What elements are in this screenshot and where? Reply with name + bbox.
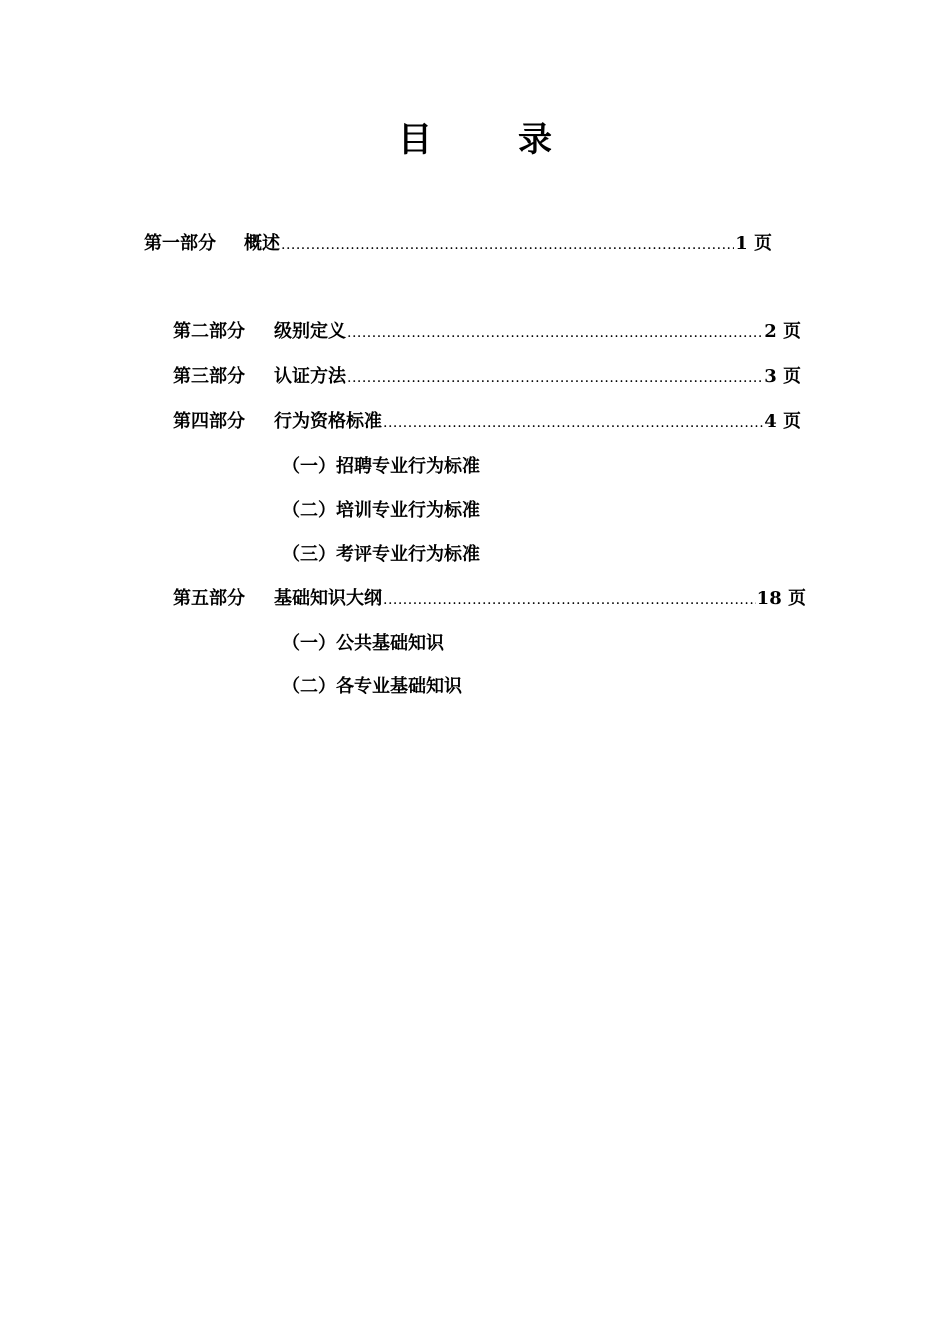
toc-part-label: 第二部分: [173, 321, 245, 342]
toc-entry-part-4[interactable]: [173, 409, 801, 435]
toc-section-name: 级别定义: [274, 321, 346, 342]
toc-part-label: 第三部分: [173, 366, 245, 387]
toc-title-char-1: 目: [398, 120, 432, 160]
toc-leader-dots: [383, 587, 756, 613]
toc-part-label: 第五部分: [173, 588, 245, 609]
toc-title-char-2: 录: [518, 120, 552, 160]
toc-section-name: 概述: [244, 233, 280, 254]
toc-entry-part-2[interactable]: [173, 319, 801, 345]
toc-subentry[interactable]: （一）公共基础知识: [282, 633, 444, 654]
toc-page-number: 3 页: [764, 366, 801, 387]
toc-subentry[interactable]: （二）各专业基础知识: [282, 676, 462, 697]
toc-page-number: 2 页: [764, 321, 801, 342]
toc-leader-dots: [281, 232, 734, 258]
toc-subentry[interactable]: （二）培训专业行为标准: [282, 500, 480, 521]
toc-part-label: 第一部分: [144, 233, 216, 254]
toc-leader-dots: [347, 365, 763, 391]
toc-section-name: 行为资格标准: [274, 411, 382, 432]
toc-page-number: 18 页: [756, 588, 806, 609]
toc-section-name: 认证方法: [274, 366, 346, 387]
toc-page-number: 1 页: [735, 233, 772, 254]
toc-leader-dots: [347, 320, 763, 346]
toc-entry-part-5[interactable]: [173, 586, 806, 612]
toc-part-label: 第四部分: [173, 411, 245, 432]
toc-entry-part-3[interactable]: [173, 364, 801, 390]
toc-subentry[interactable]: （一）招聘专业行为标准: [282, 456, 480, 477]
toc-entry-part-1[interactable]: [144, 231, 772, 257]
toc-section-name: 基础知识大纲: [274, 588, 382, 609]
toc-leader-dots: [383, 410, 763, 436]
toc-subentry[interactable]: （三）考评专业行为标准: [282, 544, 480, 565]
toc-title: [0, 112, 950, 161]
toc-page-number: 4 页: [764, 411, 801, 432]
